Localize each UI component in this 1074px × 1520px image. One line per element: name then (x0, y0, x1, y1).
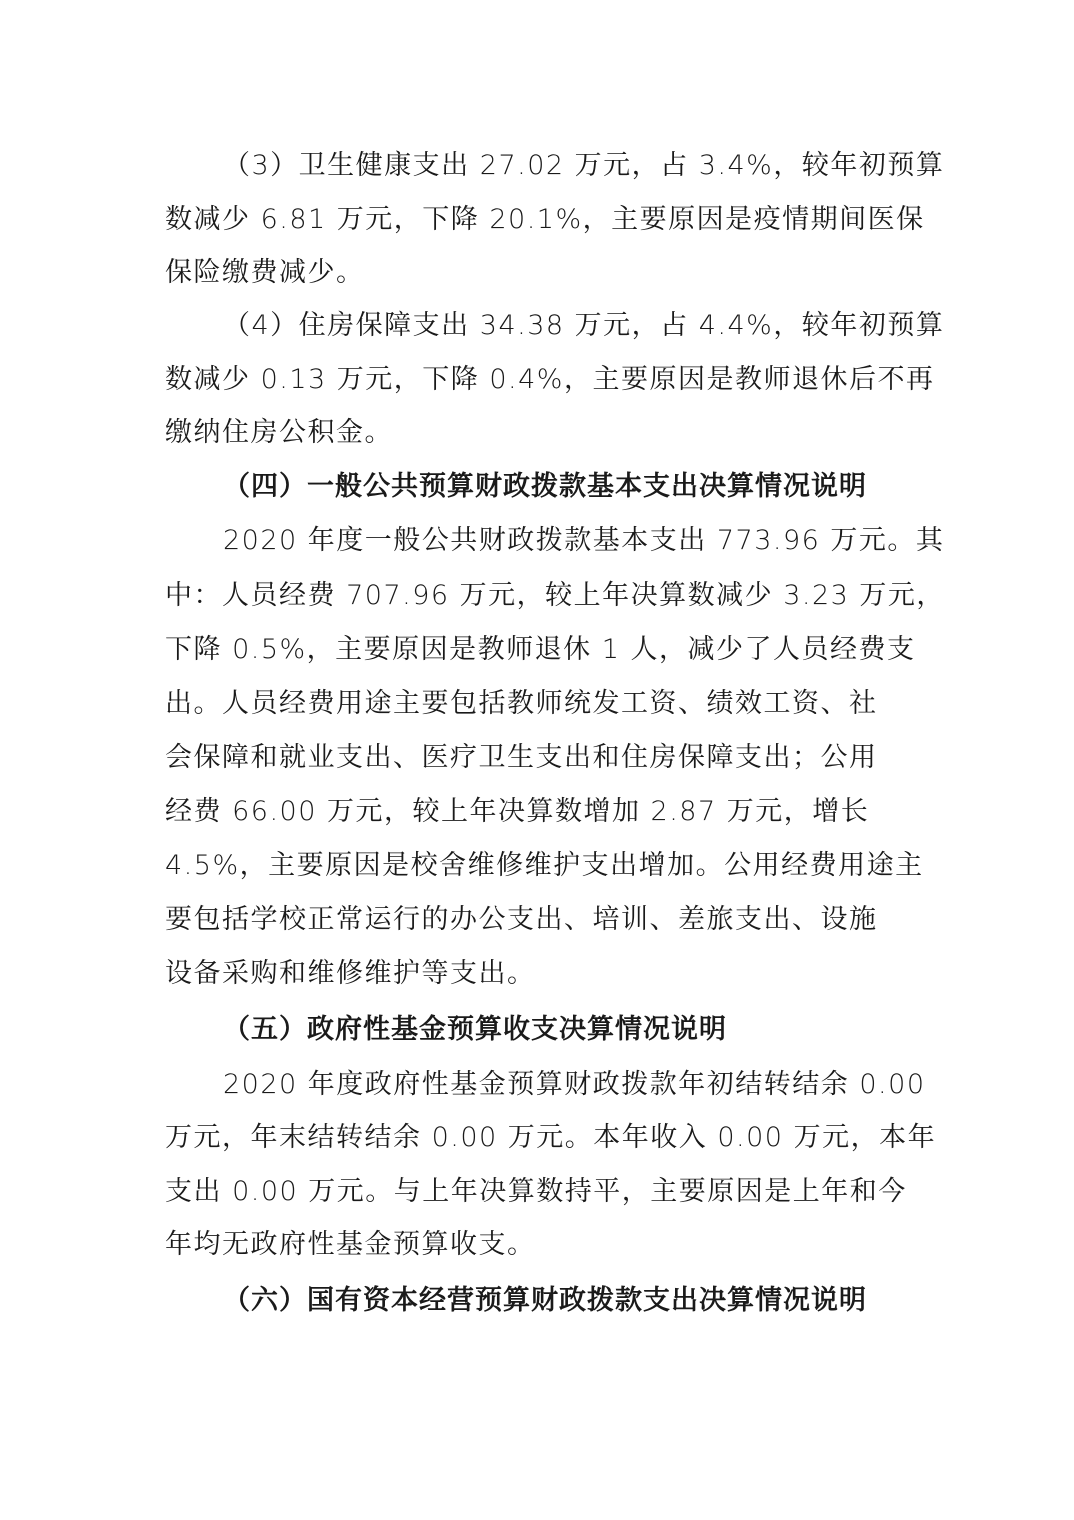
paragraph-line: 中：人员经费 707.96 万元，较上年决算数减少 3.23 万元， (165, 580, 945, 611)
paragraph-line: 年均无政府性基金预算收支。 (165, 1229, 536, 1260)
section-heading: （五）政府性基金预算收支决算情况说明 (223, 1014, 727, 1045)
paragraph-line: 保险缴费减少。 (165, 257, 365, 288)
paragraph-line: 设备采购和维修维护等支出。 (165, 958, 536, 989)
paragraph-line: 下降 0.5%，主要原因是教师退休 1 人，减少了人员经费支 (165, 634, 916, 665)
paragraph-line: 支出 0.00 万元。与上年决算数持平，主要原因是上年和今 (165, 1176, 907, 1207)
paragraph-line: （4）住房保障支出 34.38 万元，占 4.4%，较年初预算 (223, 310, 945, 341)
section-heading: （六）国有资本经营预算财政拨款支出决算情况说明 (223, 1285, 867, 1316)
paragraph-line: 出。人员经费用途主要包括教师统发工资、绩效工资、社 (165, 688, 878, 719)
section-heading: （四）一般公共预算财政拨款基本支出决算情况说明 (223, 471, 867, 502)
paragraph-line: 2020 年度政府性基金预算财政拨款年初结转结余 0.00 (223, 1069, 926, 1100)
paragraph-line: 4.5%，主要原因是校舍维修维护支出增加。公用经费用途主 (165, 850, 924, 881)
paragraph-line: 万元，年末结转结余 0.00 万元。本年收入 0.00 万元，本年 (165, 1122, 937, 1153)
paragraph-line: 会保障和就业支出、医疗卫生支出和住房保障支出；公用 (165, 742, 878, 773)
paragraph-line: 要包括学校正常运行的办公支出、培训、差旅支出、设施 (165, 904, 878, 935)
paragraph-line: 数减少 6.81 万元，下降 20.1%，主要原因是疫情期间医保 (165, 204, 925, 235)
paragraph-line: 经费 66.00 万元，较上年决算数增加 2.87 万元，增长 (165, 796, 870, 827)
paragraph-line: （3）卫生健康支出 27.02 万元，占 3.4%，较年初预算 (223, 150, 945, 181)
paragraph-line: 数减少 0.13 万元，下降 0.4%，主要原因是教师退休后不再 (165, 364, 935, 395)
paragraph-line: 缴纳住房公积金。 (165, 417, 393, 448)
paragraph-line: 2020 年度一般公共财政拨款基本支出 773.96 万元。其 (223, 525, 945, 556)
